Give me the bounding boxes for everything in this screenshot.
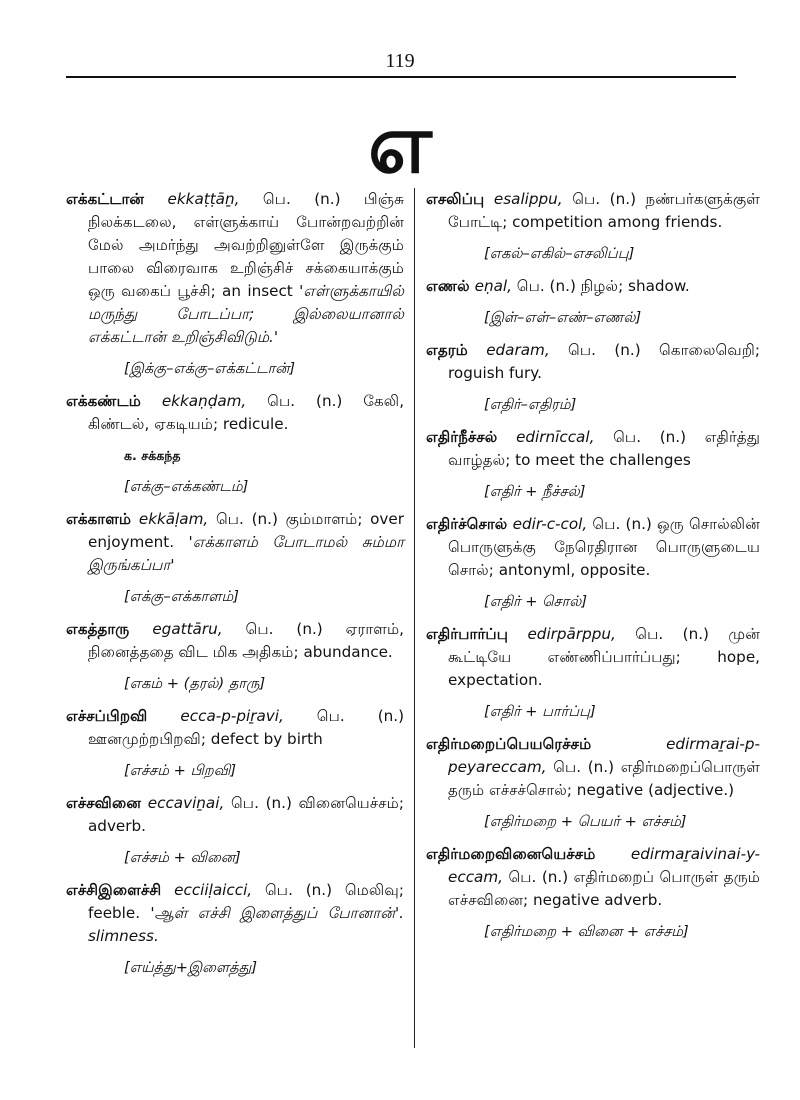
part-of-speech: பெ. (n.) — [316, 707, 405, 725]
headword: எகத்தாரு — [66, 620, 130, 638]
definition: மெலிவு; feeble. — [88, 881, 405, 922]
part-of-speech: பெ. (n.) — [635, 625, 709, 643]
part-of-speech: பெ. (n.) — [267, 392, 343, 410]
part-of-speech: பெ. (n.) — [572, 190, 636, 208]
headword: எதிர்மறைவினையெச்சம் — [426, 845, 596, 863]
dictionary-entry — [66, 792, 404, 869]
entry-body — [426, 843, 760, 912]
entry-body — [66, 508, 404, 577]
headword: எக்கட்டான் — [66, 190, 145, 208]
etymology: [இள்–எள்–எண்–எணல்] — [484, 309, 642, 326]
transliteration: edirpārppu, — [527, 625, 616, 643]
etymology: [எகம் + (தரல்) தாரு] — [124, 675, 266, 692]
dictionary-entry — [426, 733, 760, 833]
dictionary-entry — [426, 623, 760, 723]
dictionary-entry — [426, 513, 760, 613]
dictionary-entry — [66, 618, 404, 695]
headword: எதரம் — [426, 341, 468, 359]
entry-body — [426, 733, 760, 802]
etymology: [இக்கு–எக்கு–எக்கட்டான்] — [124, 360, 296, 377]
part-of-speech: பெ. (n.) — [262, 190, 341, 208]
dictionary-entry — [66, 390, 404, 498]
definition: கேலி, கிண்டல், ஏகடியம்; redicule. — [88, 392, 405, 433]
definition: நண்பர்களுக்குள் போட்டி; competition among friends. — [448, 190, 760, 231]
transliteration: edirnīccal, — [516, 428, 595, 446]
etymology: [எதிர்மறை + பெயர் + எச்சம்] — [484, 813, 687, 830]
usage-example: 'எக்காளம் போடாமல் சும்மா இருங்கப்பா' — [88, 533, 405, 574]
dictionary-entry — [426, 188, 760, 265]
transliteration: egattāru, — [152, 620, 223, 638]
etymology: [எதிர்–எதிரம்] — [484, 396, 577, 413]
part-of-speech: பெ. (n.) — [516, 277, 576, 295]
etymology: [எக்கு–எக்காளம்] — [124, 588, 239, 605]
dictionary-entry — [426, 339, 760, 416]
entry-body — [66, 792, 404, 838]
transliteration: edaram, — [486, 341, 550, 359]
transliteration: ecciiḷaicci, — [174, 881, 253, 899]
headword: எதிர்நீச்சல் — [426, 428, 498, 446]
part-of-speech: பெ. (n.) — [230, 794, 292, 812]
transliteration: edirmaṟaivinai-y-eccam, — [448, 845, 760, 886]
column-divider — [414, 188, 415, 1048]
dictionary-entry — [426, 275, 760, 329]
page-number: 119 — [385, 50, 415, 72]
headword: எச்சிஇளைச்சி — [66, 881, 162, 899]
part-of-speech: பெ. (n.) — [508, 868, 569, 886]
etymology: [எக்கு–எக்கண்டம்] — [124, 478, 249, 495]
right-column — [426, 188, 760, 953]
part-of-speech: பெ. (n.) — [245, 620, 323, 638]
definition: நிழல்; shadow. — [580, 277, 690, 295]
part-of-speech: பெ. (n.) — [568, 341, 641, 359]
entry-body — [426, 426, 760, 472]
entry-body — [66, 618, 404, 664]
entry-body — [66, 879, 404, 948]
definition: வினையெச்சம்; adverb. — [88, 794, 404, 835]
usage-example: 'எள்ளுக்காயில் மருந்து போடப்பா; இல்லையானால் எக்கட்டான் உறிஞ்சிவிடும்.' — [88, 282, 405, 346]
transliteration: ekkāḷam, — [138, 510, 209, 528]
entry-body — [66, 390, 404, 436]
dictionary-entry — [66, 188, 404, 380]
part-of-speech: பெ. (n.) — [613, 428, 687, 446]
header-rule — [66, 76, 736, 78]
etymology: [எதிர் + நீச்சல்] — [484, 483, 586, 500]
section-letter: எ — [368, 97, 432, 192]
etymology: [எதிர் + சொல்] — [484, 593, 588, 610]
dictionary-entry — [426, 843, 760, 943]
part-of-speech: பெ. (n.) — [553, 758, 615, 776]
entry-body — [426, 275, 760, 298]
part-of-speech: பெ. (n.) — [592, 515, 652, 533]
entry-body — [66, 188, 404, 349]
headword: எக்காளம் — [66, 510, 132, 528]
dictionary-entry — [66, 879, 404, 979]
dictionary-entry — [426, 426, 760, 503]
definition: எதிர்மறைப்பொருள் தரும் எச்சச்சொல்; negative (adjective.) — [448, 758, 760, 799]
transliteration: ecca-p-piṟavi, — [180, 707, 284, 725]
entry-body — [426, 623, 760, 692]
etymology: [எச்சம் + பிறவி] — [124, 762, 237, 779]
definition: கும்மாளம்; over enjoyment. — [88, 510, 405, 551]
etymology: [எச்சம் + வினை] — [124, 849, 241, 866]
headword: எச்சப்பிறவி — [66, 707, 148, 725]
left-column — [66, 188, 404, 989]
definition: ஊனமுற்றபிறவி; defect by birth — [88, 730, 323, 748]
headword: எணல் — [426, 277, 470, 295]
headword: எதிர்மறைப்பெயரெச்சம் — [426, 735, 592, 753]
headword: எக்கண்டம் — [66, 392, 141, 410]
usage-example: 'ஆள் எச்சி இளைத்துப் போனான்'. slimness. — [88, 904, 404, 945]
definition: கொலைவெறி; roguish fury. — [448, 341, 761, 382]
transliteration: eṇal, — [474, 277, 512, 295]
dictionary-entry — [66, 508, 404, 608]
definition: ஏராளம், நினைத்ததை விட மிக அதிகம்; abundance. — [88, 620, 405, 661]
transliteration: eccaviṉai, — [147, 794, 225, 812]
transliteration: esalippu, — [493, 190, 563, 208]
part-of-speech: பெ. (n.) — [215, 510, 278, 528]
transliteration: ekkaṭṭāṉ, — [167, 190, 240, 208]
headword: எதிர்பார்ப்பு — [426, 625, 509, 643]
etymology: [எதிர் + பார்ப்பு] — [484, 703, 596, 720]
transliteration: edir-c-col, — [512, 515, 588, 533]
definition: முன் கூட்டியே எண்ணிப்பார்ப்பது; hope, expectation. — [448, 625, 760, 689]
cognate-note: க. சக்கந்த — [124, 448, 181, 463]
etymology: [எய்த்து+இளைத்து] — [124, 959, 258, 976]
definition: எதிர்மறைப் பொருள் தரும் எச்சவினை; negative adverb. — [448, 868, 760, 909]
entry-body — [426, 339, 760, 385]
entry-body — [66, 705, 404, 751]
etymology: [எகல்–எகில்–எசலிப்பு] — [484, 245, 635, 262]
headword: எச்சவினை — [66, 794, 142, 812]
headword: எசலிப்பு — [426, 190, 485, 208]
headword: எதிர்ச்சொல் — [426, 515, 508, 533]
transliteration: ekkaṇḍam, — [161, 392, 247, 410]
entry-body — [426, 188, 760, 234]
dictionary-entry — [66, 705, 404, 782]
definition: பிஞ்சு நிலக்கடலை, எள்ளுக்காய் போன்றவற்றின் மேல் அமர்ந்து அவற்றினுள்ளே இருக்கும் பாலை விரைவாக உறிஞ்சிச் சக்கையாக்கும் ஒரு வகைப் பூச்சி; an insect — [88, 190, 404, 300]
entry-body — [426, 513, 760, 582]
etymology: [எதிர்மறை + வினை + எச்சம்] — [484, 923, 689, 940]
definition: ஒரு சொல்லின் பொருளுக்கு நேரெதிரான பொருளுடைய சொல்; antonyml, opposite. — [448, 515, 760, 579]
transliteration: edirmaṟai-p-peyareccam, — [448, 735, 760, 776]
part-of-speech: பெ. (n.) — [264, 881, 333, 899]
definition: எதிர்த்து வாழ்தல்; to meet the challenges — [448, 428, 760, 469]
